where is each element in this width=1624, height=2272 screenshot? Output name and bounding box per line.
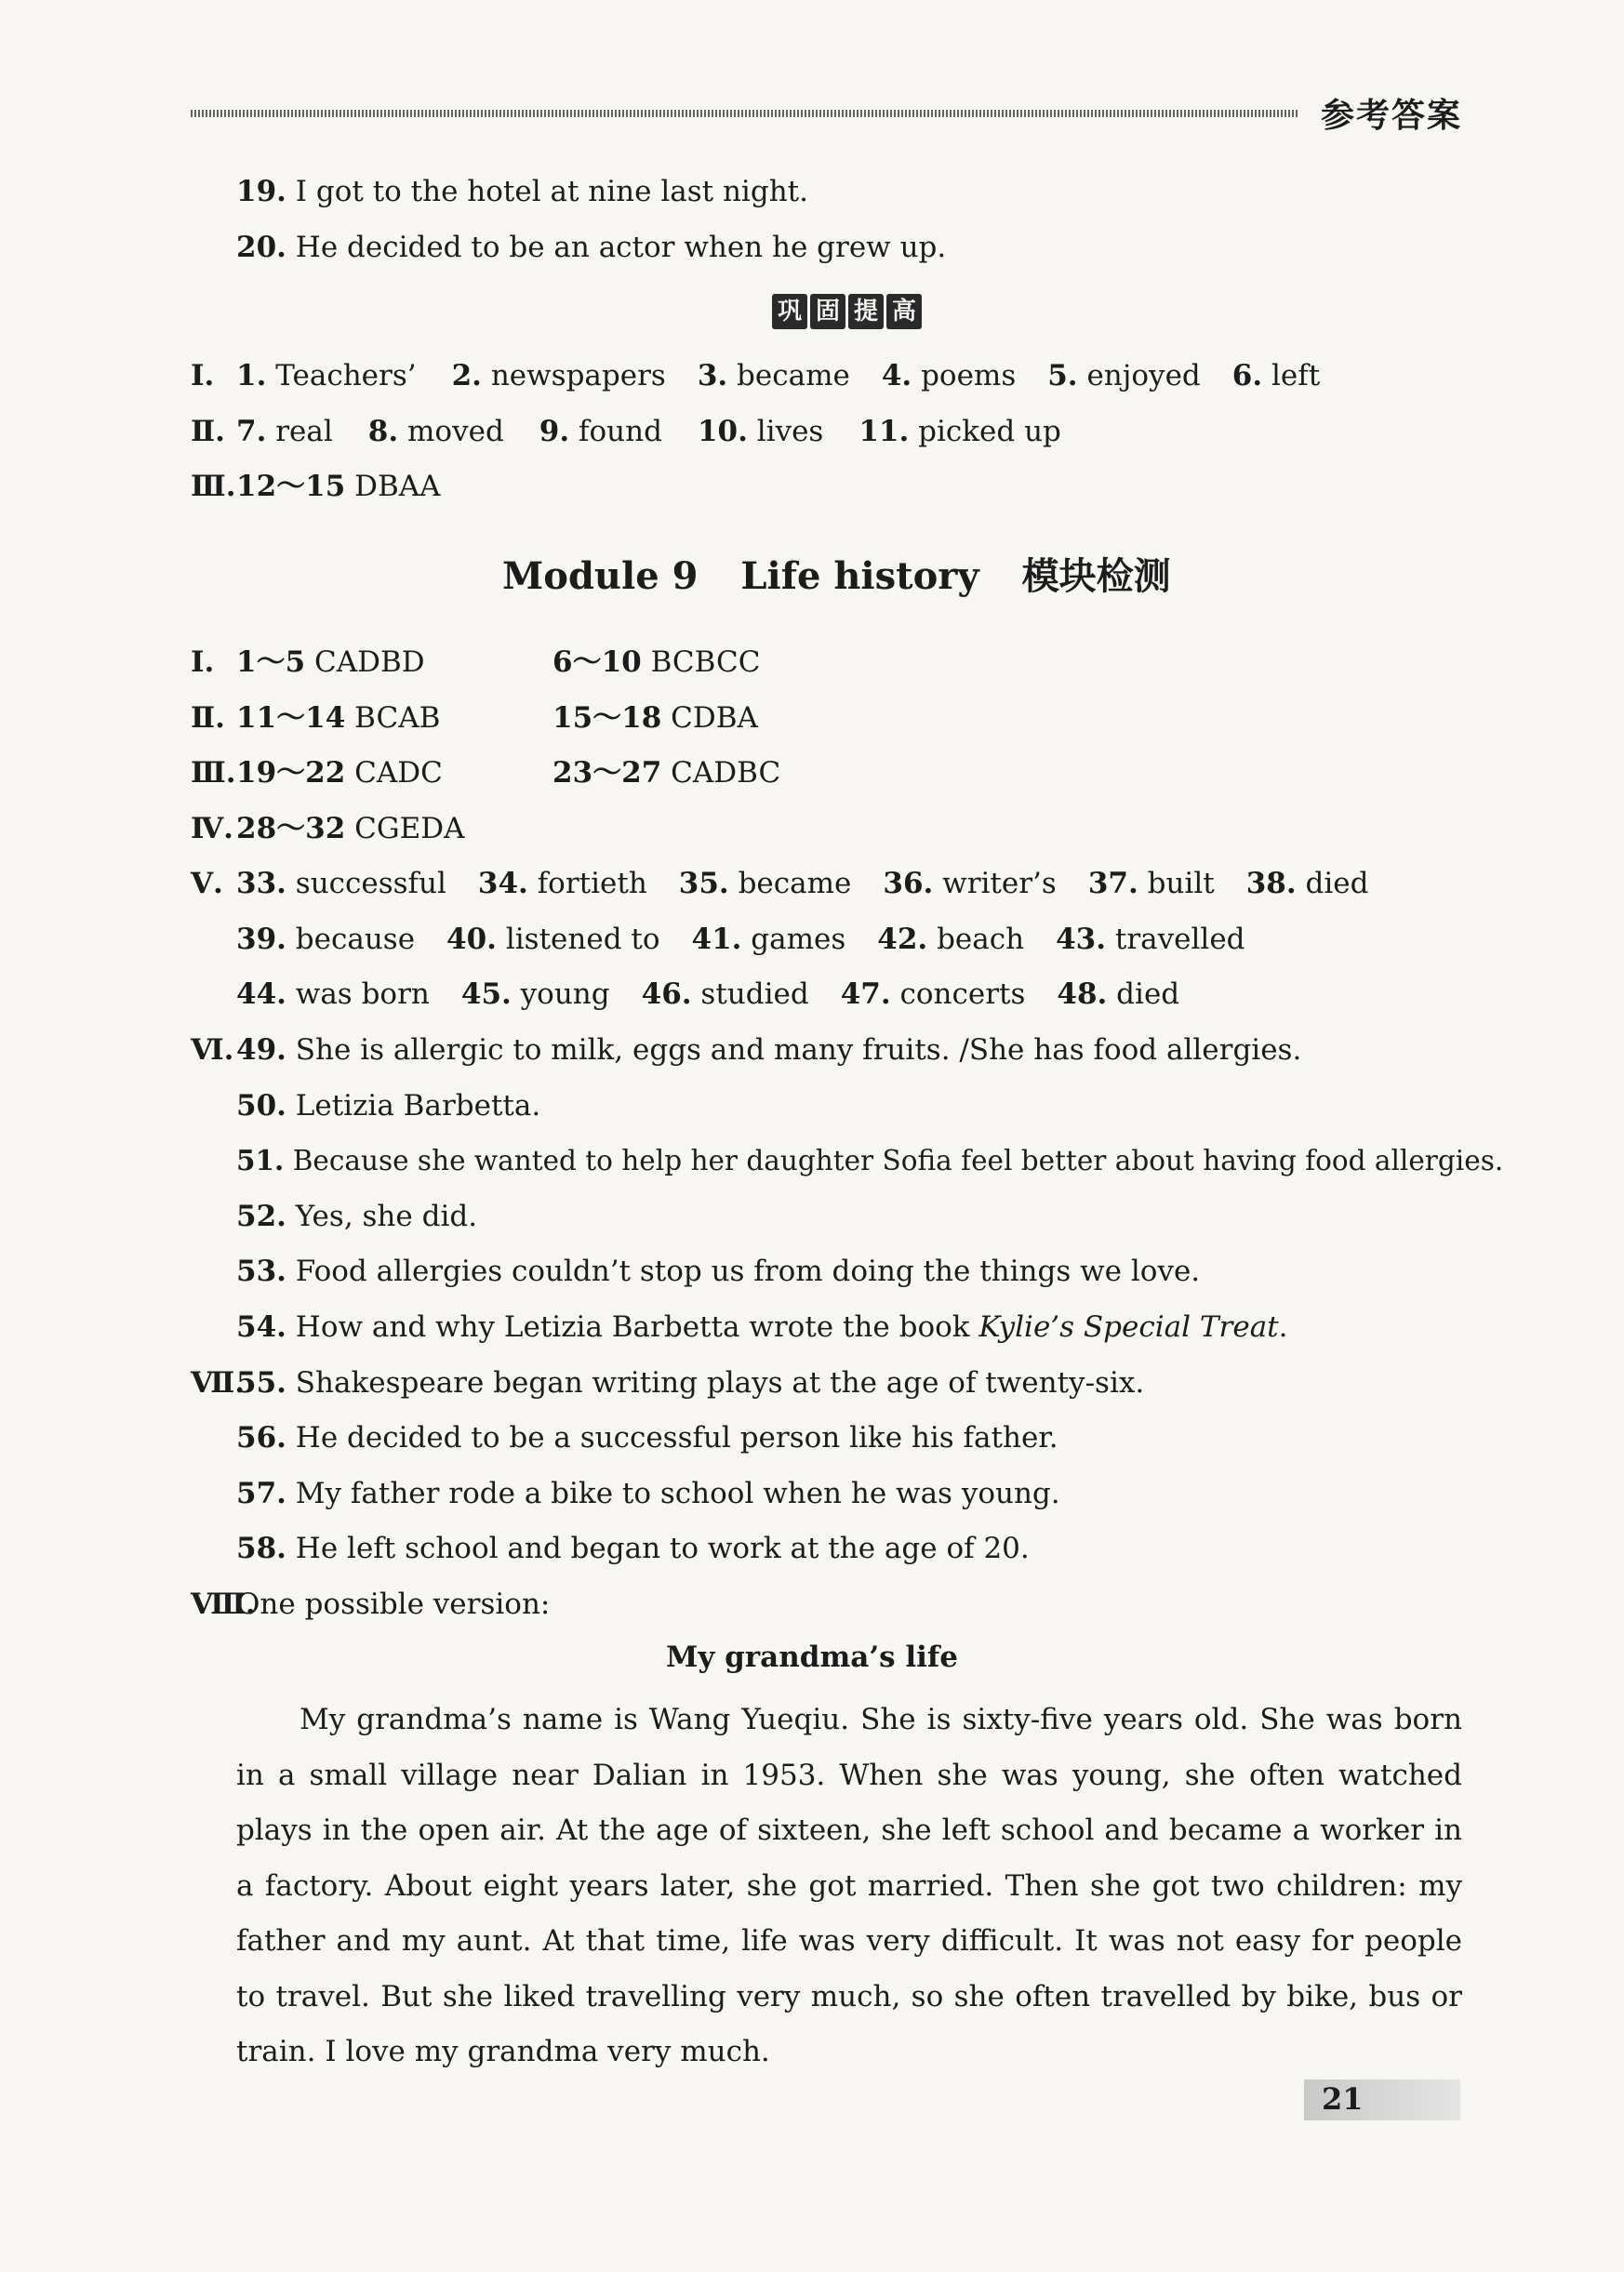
answer-49: 49. She is allergic to milk, eggs and many fruits. /She has food allergies.: [236, 1033, 1302, 1067]
answer-group: 15～18 CDBA: [552, 701, 758, 735]
book-title: Kylie’s Special Treat: [978, 1310, 1279, 1344]
answer-50: 50. Letizia Barbetta.: [236, 1089, 541, 1123]
answer-row: 44. was born 45. young 46. studied 47. concerts 48. died: [236, 977, 1180, 1011]
answer-group: 28～32 CGEDA: [236, 812, 465, 845]
banner-char: 固: [810, 294, 845, 329]
roman-numeral: Ⅳ.: [191, 812, 233, 845]
roman-numeral: Ⅷ.: [191, 1588, 256, 1621]
roman-numeral: Ⅰ.: [191, 645, 215, 679]
roman-numeral: Ⅲ.: [191, 470, 236, 503]
answer-row: 7. real 8. moved 9. found 10. lives 11. picked up: [236, 415, 1061, 448]
answer-19: 19. I got to the hotel at nine last night.: [236, 175, 808, 208]
roman-numeral: Ⅰ.: [191, 359, 215, 392]
roman-numeral: Ⅶ.: [191, 1366, 246, 1400]
answer-group: 23～27 CADBC: [552, 756, 781, 790]
answer-row: 33. successful 34. fortieth 35. became 36. writer’s 37. built 38. died: [236, 867, 1369, 900]
roman-numeral: Ⅴ.: [191, 867, 223, 900]
banner-char: 提: [848, 294, 884, 329]
answer-51: 51. Because she wanted to help her daughter Sofia feel better about having food allergies.: [236, 1144, 1504, 1176]
roman-numeral: Ⅵ.: [191, 1033, 234, 1067]
answer-58: 58. He left school and began to work at the age of 20.: [236, 1532, 1030, 1565]
header-title: 参考答案: [1321, 97, 1463, 135]
roman-numeral: Ⅱ.: [191, 701, 225, 735]
module-title: Module 9 Life history 模块检测: [502, 554, 1171, 598]
answer-53: 53. Food allergies couldn’t stop us from doing the things we love.: [236, 1255, 1201, 1288]
answer-row: 39. because 40. listened to 41. games 42. beach 43. travelled: [236, 923, 1245, 956]
answer-row: 12～15 DBAA: [236, 470, 441, 503]
answer-52: 52. Yes, she did.: [236, 1200, 478, 1233]
answer-group: 11～14 BCAB: [236, 701, 441, 735]
banner-char: 巩: [772, 294, 807, 329]
essay-body: My grandma’s name is Wang Yueqiu. She is sixty-five years old. She was born in a small village near Dalian in 1953. When she was young, she often watched plays in the open air. At the age of sixteen, she left school and became a worker in a factory. About eight years later, she got married. Then she got two children: my father and my aunt. At that time, life was very difficult. It was not easy for people to travel. But she liked travelling very much, so she often travelled by bike, bus or train. I love my grandma very much.: [236, 1703, 1462, 2068]
consolidation-banner: [772, 294, 922, 329]
answer-group: 1～5 CADBD: [236, 645, 425, 679]
answer-group: 19～22 CADC: [236, 756, 443, 790]
answer-55: 55. Shakespeare began writing plays at the age of twenty-six.: [236, 1366, 1145, 1400]
header-rule: [191, 110, 1298, 117]
answer-57: 57. My father rode a bike to school when he was young.: [236, 1477, 1060, 1510]
answer-54: 54. How and why Letizia Barbetta wrote the book Kylie’s Special Treat.: [236, 1310, 1288, 1344]
banner-char: 高: [886, 294, 922, 329]
answer-56: 56. He decided to be a successful person like his father.: [236, 1421, 1058, 1455]
page-number: 21: [1322, 2081, 1364, 2117]
essay-intro: One possible version:: [236, 1588, 551, 1621]
roman-numeral: Ⅱ.: [191, 415, 225, 448]
essay-title: My grandma’s life: [666, 1641, 958, 1674]
roman-numeral: Ⅲ.: [191, 756, 236, 790]
answer-20: 20. He decided to be an actor when he grew up.: [236, 231, 947, 264]
answer-row: 1. Teachers’ 2. newspapers 3. became 4. poems 5. enjoyed 6. left: [236, 359, 1321, 392]
answer-group: 6～10 BCBCC: [552, 645, 761, 679]
